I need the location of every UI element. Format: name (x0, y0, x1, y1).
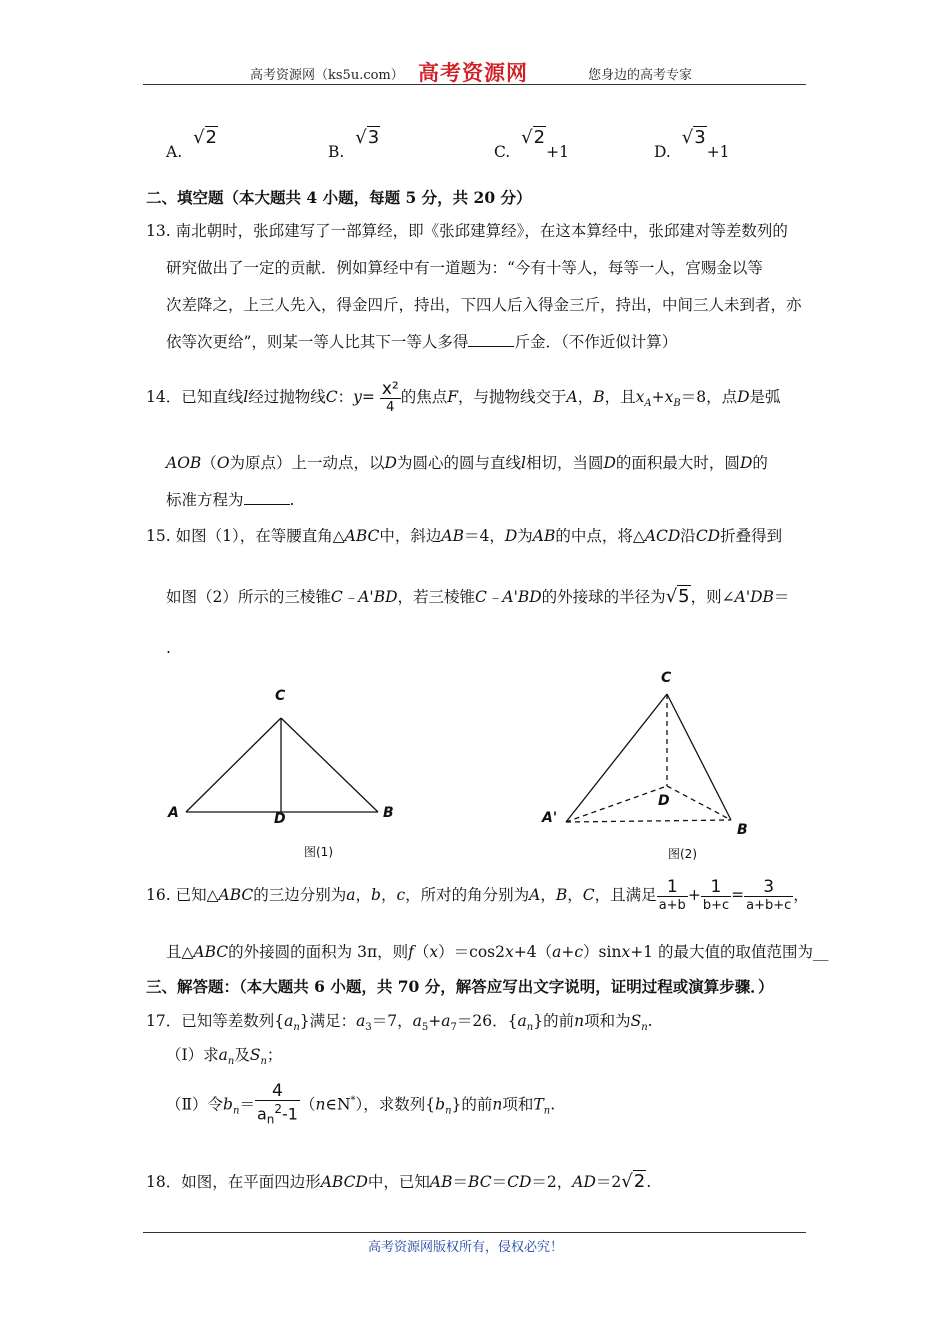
q13-line-2: 研究做出了一定的贡献．例如算经中有一道题为：“今有十等人，每等一人，宫赐金以等 (166, 259, 763, 277)
option-d: D. √3+1 (654, 127, 730, 161)
q18-line-1: 18．如图，在平面四边形ABCD中，已知AB＝BC＝CD＝2，AD＝2√2. (146, 1171, 652, 1192)
header-logo: 高考资源网 (418, 60, 528, 85)
q15-line-1: 15. 如图（1），在等腰直角△ABC中，斜边AB＝4，D为AB的中点，将△ACD沿CD折叠得到 (146, 527, 783, 545)
fig1-label-c: C (275, 688, 286, 704)
fig1-label-b: B (383, 805, 394, 821)
segment-ac (186, 718, 281, 812)
section-3-title: 三、解答题：（本大题共 6 小题，共 70 分，解答应写出文字说明，证明过程或演算步骤．） (146, 977, 774, 996)
header-source: 高考资源网（ks5u.com） (250, 68, 404, 83)
option-c: C. √2+1 (494, 127, 569, 161)
q15-line-2: 如图（2）所示的三棱锥C﹣A'BD，若三棱锥C﹣A'BD的外接球的半径为√5，则∠A'DB＝ (166, 586, 790, 607)
fig1-label-a: A (168, 805, 179, 821)
option-a: A. √2 (166, 127, 217, 161)
segment-bc (281, 718, 378, 812)
q13-line-4: 依等次更给”，则某一等人比其下一等人多得 斤金．（不作近似计算） (166, 333, 678, 351)
q16-line-1: 16. 已知△ABC的三边分别为a，b，c，所对的角分别为A，B，C，且满足 $\frac{1}{a+b}$ + $\frac{1}{b+c}$ = $\frac{3}{a+b+c}$ ， (146, 877, 809, 913)
edge-c-b (667, 694, 731, 820)
q13-line-1: 13. 南北朝时，张邱建写了一部算经，即《张邱建算经》，在这本算经中，张邱建对等差数列的 (146, 222, 788, 240)
q17-part-1: （Ⅰ）求$a_n$及$S_n$； (166, 1046, 283, 1068)
edge-a-d (566, 786, 667, 822)
fig2-label-b: B (737, 822, 748, 838)
edge-d-b (667, 786, 731, 820)
q17-part-2: （Ⅱ）令$b_n=$ $\frac{4}{a_n^2-1}$ （n∈N*），求数列$\{b_n\}$的前n项和$T_n$. (166, 1081, 556, 1127)
q14-line-3: 标准方程为 . (166, 491, 295, 509)
edge-a-c (566, 694, 667, 822)
fig1-caption: 图(1) (304, 845, 333, 859)
fig1-label-d: D (274, 811, 286, 827)
fig2-label-c: C (661, 670, 672, 686)
parabola-fraction: $\frac{\text{x²}}{4}$ (381, 379, 399, 415)
q14-line-1: 14．已知直线l经过抛物线C：y= $\frac{\text{x²}}{4}$ 的焦点F，与抛物线交于A，B，且$x_A+x_B=8$，点D是弧 (146, 379, 781, 415)
figure-2 (540, 670, 780, 870)
figure-1 (160, 680, 420, 870)
fig2-caption: 图(2) (668, 847, 697, 861)
q14-line-2: AOB（O为原点）上一动点，以D为圆心的圆与直线l相切，当圆D的面积最大时，圆D的 (166, 454, 768, 472)
q16-line-2: 且△ABC的外接圆的面积为 3π，则f（x）＝cos2x+4（a+c）sinx+1 的最大值的取值范围为__ (166, 943, 829, 961)
footer-rule (143, 1232, 806, 1233)
fig2-label-d: D (658, 793, 670, 809)
option-b: B. √3 (328, 127, 380, 161)
edge-a-b (566, 820, 731, 822)
header-tagline: 您身边的高考专家 (588, 68, 693, 83)
footer-copyright: 高考资源网版权所有，侵权必究！ (368, 1240, 564, 1255)
q17-line-1: 17．已知等差数列$\{a_n\}$满足：$a_3=7$，$a_5+a_7=26$．$\{a_n\}$的前n项和为$S_n$. (146, 1012, 653, 1034)
q15-line-3: . (166, 639, 171, 657)
header-rule (143, 84, 806, 85)
section-2-title: 二、填空题（本大题共 4 小题，每题 5 分，共 20 分） (146, 188, 532, 207)
answer-blank (244, 490, 290, 505)
fig2-label-a: A' (542, 810, 558, 826)
q13-line-3: 次差降之，上三人先入，得金四斤，持出，下四人后入得金三斤，持出，中间三人未到者，亦 (166, 296, 802, 314)
answer-blank (468, 332, 514, 347)
